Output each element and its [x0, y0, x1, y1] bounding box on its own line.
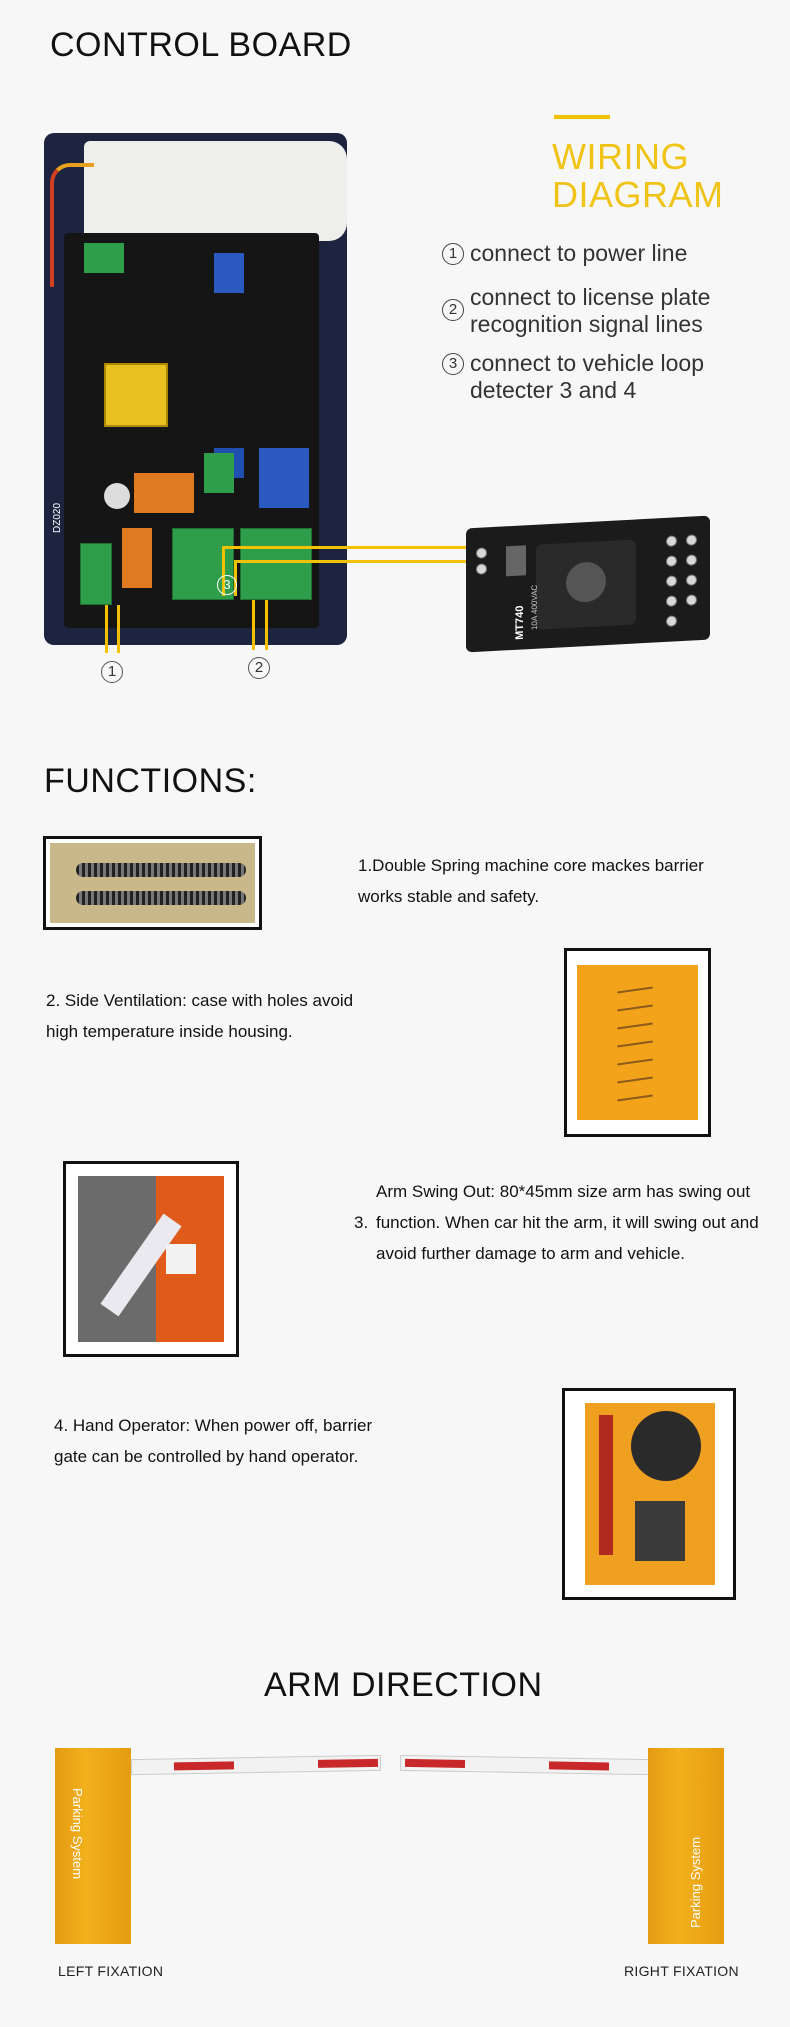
- function-3-text: Arm Swing Out: 80*45mm size arm has swing out function. When car hit the arm, it will swing out and avoid further damage to arm and vehicle.: [376, 1182, 759, 1263]
- wiring-title-line2: DIAGRAM: [552, 174, 724, 215]
- functions-title: FUNCTIONS:: [44, 762, 257, 800]
- left-fixation-caption: LEFT FIXATION: [58, 1963, 164, 1979]
- vent-slot: [617, 1023, 653, 1030]
- wiring-item-number: 1: [442, 243, 464, 265]
- terminal-block-power: [80, 543, 112, 605]
- wiring-item: [442, 284, 762, 338]
- vent-slot: [617, 1095, 653, 1102]
- function-2-text: 2. Side Ventilation: case with holes avoid high temperature inside housing.: [46, 991, 354, 1041]
- wire-loop-a: [222, 546, 484, 549]
- capacitor: [104, 483, 130, 509]
- wire-signal-a: [252, 600, 255, 650]
- wiring-item-number: 2: [442, 299, 464, 321]
- spring-upper: [76, 863, 246, 877]
- relay-model: MT740: [514, 605, 526, 641]
- vent-slot: [617, 1005, 653, 1012]
- wiring-item: [442, 350, 762, 404]
- relay-base-photo: [466, 516, 710, 653]
- relay-screw: [686, 574, 697, 586]
- right-barrier-cabinet: [648, 1748, 724, 1944]
- relay-screw: [686, 554, 697, 566]
- arm-red-stripe: [318, 1759, 378, 1768]
- relay-label-patch: [506, 545, 526, 576]
- relay-screw: [476, 547, 487, 559]
- callout-3: 3: [217, 575, 237, 595]
- wiring-title-line1: WIRING: [552, 136, 689, 177]
- mid-terminal: [204, 453, 234, 493]
- orange-block: [134, 473, 194, 513]
- wire-power-b: [117, 605, 120, 653]
- control-board-title: CONTROL BOARD: [50, 26, 352, 64]
- wiring-item-number: 3: [442, 353, 464, 375]
- wire-loop-b: [234, 560, 484, 563]
- hand-operator-motor: [635, 1501, 685, 1561]
- wiring-accent-bar: [554, 115, 610, 119]
- left-barrier-arm: [131, 1755, 381, 1775]
- wiring-item-text: connect to vehicle loop detecter 3 and 4: [470, 350, 704, 403]
- relay-spec: 10A 400VAC: [530, 584, 539, 631]
- arm-red-stripe: [549, 1761, 609, 1770]
- hand-operator-image: [562, 1388, 736, 1600]
- relay-screw: [476, 563, 487, 575]
- function-3-number: 3.: [354, 1213, 369, 1232]
- right-cabinet-label: Parking System: [688, 1836, 703, 1928]
- arm-swing-bracket: [166, 1244, 196, 1274]
- relay-screw: [666, 535, 677, 547]
- orange-terminal: [122, 528, 152, 588]
- vent-slot: [617, 987, 653, 994]
- relay-screw: [666, 615, 677, 627]
- callout-1: 1: [101, 661, 123, 683]
- relay-screw: [666, 555, 677, 567]
- hand-operator-red-bar: [599, 1415, 613, 1555]
- left-cabinet-label: Parking System: [70, 1788, 85, 1880]
- relay-screw: [666, 575, 677, 587]
- ventilation-panel: [577, 965, 698, 1120]
- relay-2: [259, 448, 309, 508]
- top-terminal: [84, 243, 124, 273]
- vent-slot: [617, 1041, 653, 1048]
- blue-relay: [214, 253, 244, 293]
- transformer: [104, 363, 168, 427]
- hand-operator-gear: [631, 1411, 701, 1481]
- relay-screw: [686, 594, 697, 606]
- wire-power-a: [105, 605, 108, 653]
- relay-screw: [666, 595, 677, 607]
- left-barrier-cabinet: [55, 1748, 131, 1944]
- board-print: DZ020: [52, 502, 63, 533]
- function-1-text: 1.Double Spring machine core mackes barrier works stable and safety.: [358, 856, 704, 906]
- wire-signal-b: [265, 600, 268, 650]
- right-fixation-caption: RIGHT FIXATION: [624, 1963, 739, 1979]
- arm-direction-title: ARM DIRECTION: [264, 1666, 543, 1704]
- function-4-text: 4. Hand Operator: When power off, barrier gate can be controlled by hand operator.: [54, 1416, 373, 1466]
- vent-slot: [617, 1059, 653, 1066]
- wiring-item: [442, 240, 762, 267]
- callout-2: 2: [248, 657, 270, 679]
- arm-swing-image: [63, 1161, 239, 1357]
- right-barrier-arm: [400, 1755, 650, 1775]
- vent-slot: [617, 1077, 653, 1084]
- spring-housing: [50, 843, 255, 923]
- board-cover: [84, 141, 347, 241]
- terminal-block-signal-2: [240, 528, 312, 600]
- ventilation-image: [564, 948, 711, 1137]
- wiring-item-text: connect to power line: [470, 240, 688, 266]
- control-board-photo: [44, 133, 347, 645]
- wiring-item-text: connect to license plate recognition signal lines: [470, 284, 711, 337]
- arm-red-stripe: [405, 1759, 465, 1768]
- relay-screw: [686, 534, 697, 546]
- arm-red-stripe: [174, 1761, 234, 1770]
- spring-core-image: [43, 836, 262, 930]
- spring-lower: [76, 891, 246, 905]
